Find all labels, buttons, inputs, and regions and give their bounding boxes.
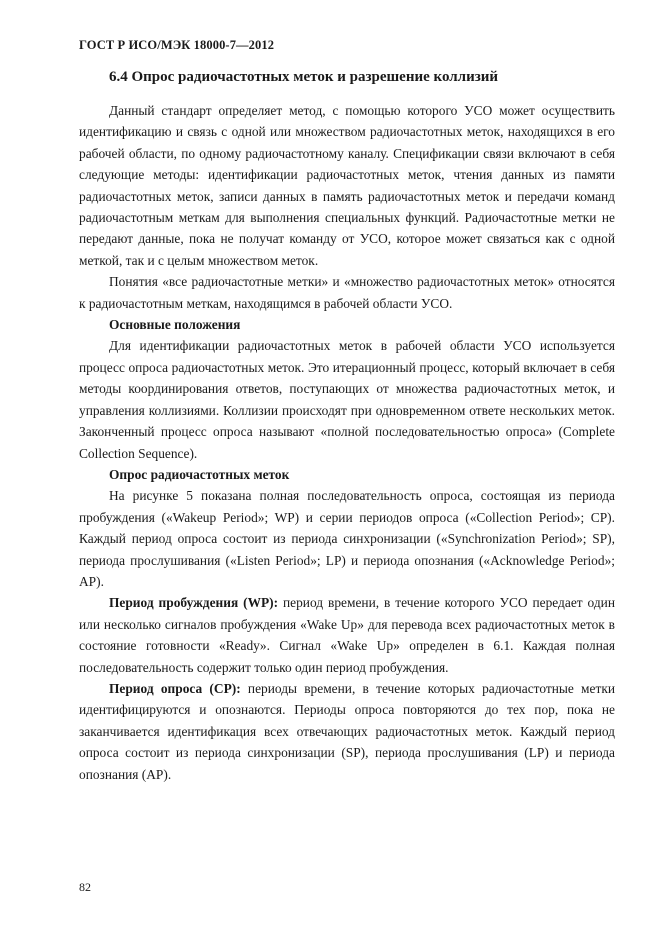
paragraph: На рисунке 5 показана полная последовательность опроса, состоящая из периода пробуждения («Wakeup Period»; WP) и серии периодов опроса («Collection Period»; CP). Каждый период опроса состоит из периода синхронизации («Synchronization Period»; SP), периода прослушивания («Listen Period»; LP) и периода опознания («Acknowledge Period»; AP). bbox=[79, 488, 615, 589]
body-text bbox=[79, 100, 615, 785]
subheading: Основные положения bbox=[109, 317, 241, 333]
term-definition: период времени, в течение которого УСО передает один или несколько сигналов пробуждения «Wake Up» для перевода всех радиочастотных меток в состояние готовности «Ready». Сигнал «Wake Up» определен в 6.1. Каждая полная последовательность содержит только один период пробуждения. bbox=[79, 595, 615, 675]
section-title: 6.4 Опрос радиочастотных меток и разрешение коллизий bbox=[109, 69, 499, 85]
document-header: ГОСТ Р ИСО/МЭК 18000-7—2012 bbox=[79, 38, 275, 52]
paragraph bbox=[79, 592, 615, 678]
paragraph: Понятия «все радиочастотные метки» и «множество радиочастотных меток» относятся к радиочастотным меткам, находящимся в рабочей области УСО. bbox=[79, 274, 615, 311]
paragraph bbox=[79, 678, 615, 785]
term-label: Период опроса (CP): bbox=[109, 680, 241, 696]
subheading: Опрос радиочастотных меток bbox=[109, 466, 290, 482]
term-definition: периоды времени, в течение которых радиочастотные метки идентифицируются и опознаются. Периоды опроса повторяются до тех пор, пока не заканчивается идентификация всех отвечающих радиочастотных меток. Каждый период опроса состоит из периода синхронизации (SP), периода прослушивания (LP) и периода опознания (AP). bbox=[79, 680, 615, 782]
page-number: 82 bbox=[79, 880, 91, 894]
paragraph: Для идентификации радиочастотных меток в рабочей области УСО используется процесс опроса радиочастотных меток. Это итерационный процесс, который включает в себя методы координирования ответов, поступающих от множества радиочастотных меток, и управления коллизиями. Коллизии происходят при одновременном ответе нескольких меток. Законченный процесс опроса называют «полной последовательностью опроса» (Complete Collection Sequence). bbox=[79, 338, 615, 461]
paragraph: Данный стандарт определяет метод, с помощью которого УСО может осуществить идентификацию и связь с одной или множеством радиочастотных меток, находящихся в его рабочей области, по одному радиочастотному каналу. Спецификации связи включают в себя следующие методы: идентификации радиочастотных меток, чтения данных из памяти радиочастотных меток, записи данных в память радиочастотных меток и передачи команд радиочастотным меткам для выполнения специальных функций. Радиочастотные метки не передают данные, пока не получат команду от УСО, которое может связаться как с одной меткой, так и с целым множеством меток. bbox=[79, 103, 615, 268]
term-label: Период пробуждения (WP): bbox=[109, 595, 279, 611]
